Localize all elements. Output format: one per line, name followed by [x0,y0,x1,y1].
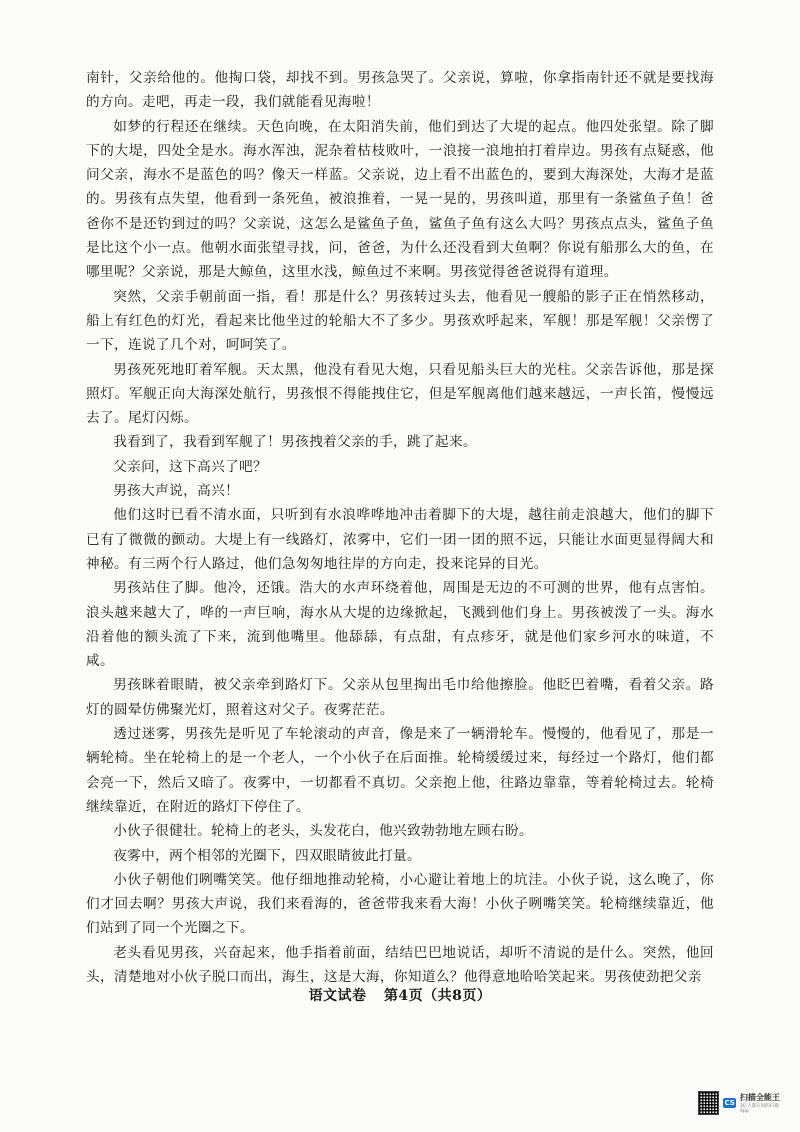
watermark-title: 扫描全能王 [739,1093,780,1102]
scanner-watermark [698,1088,782,1118]
camscanner-logo-icon: CS [724,1099,735,1107]
paragraph: 男孩大声说，高兴！ [113,483,240,500]
paragraph: 我看到了，我看到军舰了！男孩拽着父亲的手，跳了起来。 [113,434,478,451]
paragraph: 老头看见男孩，兴奋起来，他手指着前面，结结巴巴地说话，却听不清说的是什么。突然，他回头，清楚地对小伙子脱口而出，海生，这是大海，你知道么？他得意地哈哈笑起来。男孩使劲把父亲 [86,944,714,985]
paragraph: 男孩眯着眼睛，被父亲牵到路灯下。父亲从包里掏出毛巾给他擦脸。他眨巴着嘴，看着父亲。路灯的圆晕仿佛聚光灯，照着这对父子。夜雾茫茫。 [86,677,714,718]
paragraph: 如梦的行程还在继续。天色向晚，在太阳消失前，他们到达了大堤的起点。他四处张望。除了脚下的大堤，四处全是水。海水浑浊，泥杂着枯枝败叶，一浪接一浪地拍打着岸边。男孩有点疑惑，他问父亲，海水不是蓝色的吗？像天一样蓝。父亲说，边上看不出蓝色的，要到大海深处，大海才是蓝的。男孩有点失望，他看到一条死鱼，被浪推着，一晃一晃的，男孩叫道，那里有一条鲨鱼子鱼！爸爸你不是还钓到过的吗？父亲说，这怎么是鲨鱼子鱼，鲨鱼子鱼有这么大吗？男孩点点头，鲨鱼子鱼是比这个小一点。他朝水面张望寻找，问，爸爸，为什么还没看到大鱼啊？你说有船那么大的鱼，在哪里呢？父亲说，那是大鲸鱼，这里水浅，鲸鱼过不来啊。男孩觉得爸爸说得有道理。 [86,118,714,281]
paragraph: 南针，父亲给他的。他掏口袋，却找不到。男孩急哭了。父亲说，算啦，你拿指南针还不就是要找海的方向。走吧，再走一段，我们就能看见海啦！ [86,70,714,111]
paragraph: 突然，父亲手朝前面一指，看！那是什么？男孩转过头去，他看见一艘船的影子正在悄然移动，船上有红色的灯光，看起来比他坐过的轮船大不了多少。男孩欢呼起来，军舰！那是军舰！父亲愣了一下，连说了几个对，呵呵笑了。 [86,288,714,354]
qr-code-icon [698,1091,719,1115]
paragraph: 他们这时已看不清水面，只听到有水浪哗哗地冲击着脚下的大堤，越往前走浪越大，他们的脚下已有了微微的颤动。大堤上有一线路灯，浓雾中，它们一团一团的照不远，只能让水面更显得阔大和神秘。有三两个行人路过，他们急匆匆地往岸的方向走，投来诧异的目光。 [86,507,714,572]
paragraph: 小伙子很健壮。轮椅上的老头，头发花白，他兴致勃勃地左顾右盼。 [113,823,533,840]
watermark-subtitle: 3亿人都在用的扫描App [739,1104,779,1114]
paragraph: 男孩站住了脚。他冷，还饿。浩大的水声环绕着他，周围是无边的不可测的世界，他有点害怕。浪头越来越大了，哗的一声巨响，海水从大堤的边缘掀起，飞溅到他们身上。男孩被泼了一头。海水沿着他的额头流了下来，流到他嘴里。他舔舔，有点甜，有点疹牙，就是他们家乡河水的味道，不咸。 [86,580,714,670]
footer-page-number: 第4页（共8页） [383,988,492,1004]
watermark-text [740,1092,782,1114]
document-body [86,66,714,989]
paragraph: 父亲问，这下高兴了吧？ [113,458,268,475]
page-footer [0,985,800,1005]
paragraph: 夜雾中，两个相邻的光圈下，四双眼睛彼此打量。 [113,847,422,864]
paragraph: 透过迷雾，男孩先是听见了车轮滚动的声音，像是来了一辆滑轮车。慢慢的，他看见了，那是一辆轮椅。坐在轮椅上的是一个老人，一个小伙子在后面推。轮椅缓缓过来，每经过一个路灯，他们都会亮一下，然后又暗了。夜雾中，一切都看不真切。父亲抱上他，往路边靠靠，等着轮椅过去。轮椅继续靠近，在附近的路灯下停住了。 [86,726,714,815]
paragraph: 男孩死死地盯着军舰。天太黑，他没有看见大炮，只看见船头巨大的光柱。父亲告诉他，那是探照灯。军舰正向大海深处航行，男孩恨不得能拽住它，但是军舰离他们越来越远，一声长笛，慢慢远去了。尾灯闪烁。 [86,361,714,427]
footer-subject: 语文试卷 [308,988,367,1004]
paragraph: 小伙子朝他们咧嘴笑笑。他仔细地推动轮椅，小心避让着地上的坑洼。小伙子说，这么晚了，你们才回去啊？男孩大声说，我们来看海的，爸爸带我来看大海！小伙子咧嘴笑笑。轮椅继续靠近，他们站到了同一个光圈之下。 [86,871,714,937]
